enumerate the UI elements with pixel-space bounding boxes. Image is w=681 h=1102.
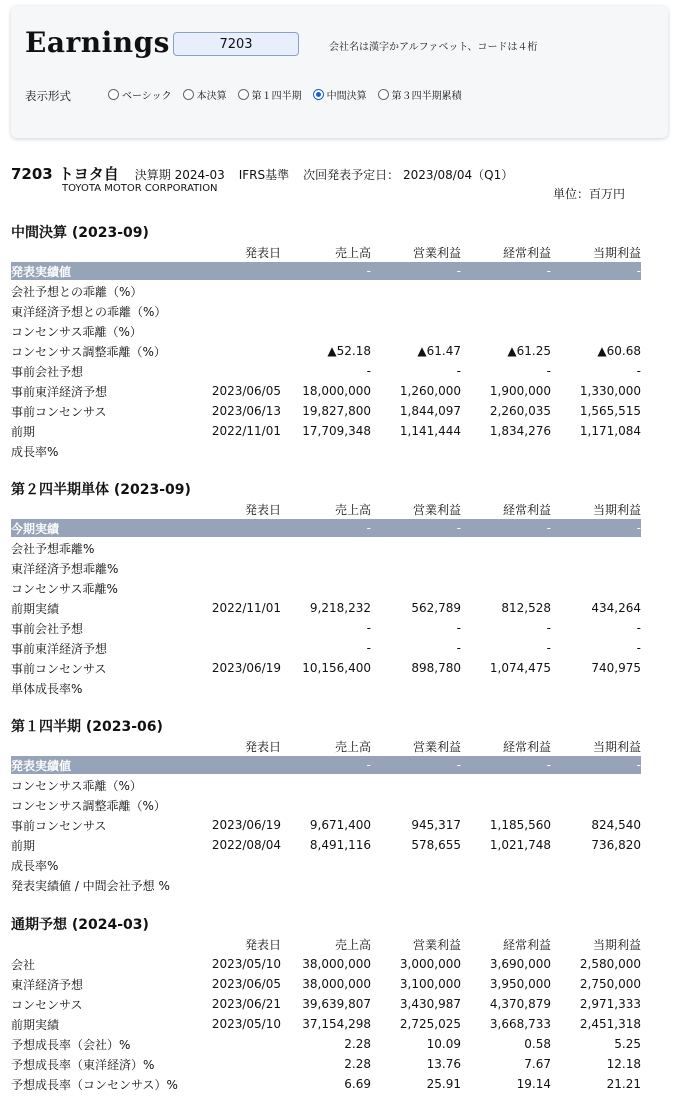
column-header: 売上高	[334, 502, 371, 517]
table-row	[11, 441, 641, 461]
radio-circle-icon[interactable]	[238, 89, 249, 100]
row-value: 6.69	[344, 1077, 371, 1091]
row-label: 発表実績値	[11, 264, 72, 279]
row-label: 事前コンセンサス	[11, 818, 107, 833]
row-label: 東洋経済予想乖離%	[11, 561, 119, 576]
column-header: 当期利益	[592, 502, 641, 517]
row-value: -	[456, 621, 461, 635]
table-row	[11, 361, 641, 381]
row-date: 2023/05/10	[211, 957, 281, 971]
display-format-label: 表示形式	[25, 89, 71, 103]
format-radio-4[interactable]	[378, 87, 462, 102]
row-value: 13.76	[426, 1057, 461, 1071]
row-label: 成長率%	[11, 444, 59, 459]
row-value: -	[546, 621, 551, 635]
row-label: 成長率%	[11, 858, 59, 873]
row-value: -	[636, 621, 641, 635]
format-radio-label: 本決算	[196, 91, 227, 102]
table-row	[11, 974, 641, 994]
row-value: -	[366, 641, 371, 655]
row-value: 1,330,000	[579, 384, 641, 398]
format-radio-label: ベーシック	[122, 91, 172, 102]
row-value: ▲61.47	[417, 344, 461, 358]
row-value: 1,171,084	[579, 424, 641, 438]
row-value: 2.28	[344, 1037, 371, 1051]
row-value: ▲61.25	[507, 344, 551, 358]
column-header: 売上高	[334, 739, 371, 754]
radio-circle-icon[interactable]	[378, 89, 389, 100]
row-value: -	[456, 521, 461, 535]
row-value: 10.09	[426, 1037, 461, 1051]
row-value: 2,580,000	[579, 957, 641, 971]
row-value: 562,789	[411, 601, 461, 615]
row-value: 945,317	[411, 818, 461, 832]
row-value: 3,100,000	[399, 977, 461, 991]
row-value: -	[366, 364, 371, 378]
row-value: 19.14	[516, 1077, 551, 1091]
row-value: 12.18	[606, 1057, 641, 1071]
row-value: 2,725,025	[399, 1017, 461, 1031]
row-value: 3,430,987	[399, 997, 461, 1011]
section-title: 通期予想 (2024-03)	[11, 917, 149, 933]
row-value: -	[636, 758, 641, 772]
row-label: 前期実績	[11, 1017, 60, 1032]
search-panel	[11, 6, 668, 138]
earnings-section	[11, 479, 641, 698]
table-row	[11, 815, 641, 835]
row-date: 2022/11/01	[211, 601, 281, 615]
section-title: 第１四半期 (2023-06)	[11, 719, 163, 735]
row-label: コンセンサス調整乖離（%）	[11, 344, 166, 359]
row-value: -	[456, 264, 461, 278]
row-value: 7.67	[524, 1057, 551, 1071]
table-row	[11, 301, 641, 321]
row-value: 1,834,276	[489, 424, 551, 438]
format-radio-1[interactable]	[183, 87, 227, 102]
row-label: 発表実績値	[11, 758, 72, 773]
company-name-en: TOYOTA MOTOR CORPORATION	[62, 183, 218, 194]
table-row	[11, 578, 641, 598]
row-label: 前期	[11, 424, 36, 439]
column-header: 営業利益	[412, 502, 461, 517]
radio-circle-icon[interactable]	[108, 89, 119, 100]
company-code: 7203	[11, 165, 53, 183]
row-value: 1,141,444	[399, 424, 461, 438]
table-row	[11, 538, 641, 558]
row-value: -	[546, 641, 551, 655]
row-value: 578,655	[411, 838, 461, 852]
row-value: 2,750,000	[579, 977, 641, 991]
format-radio-0[interactable]	[108, 87, 172, 102]
column-header: 経常利益	[502, 502, 551, 517]
row-label: 今期実績	[11, 521, 60, 536]
row-label: 事前会社予想	[11, 364, 84, 379]
table-row	[11, 954, 641, 974]
row-value: 1,260,000	[399, 384, 461, 398]
section-title: 第２四半期単体 (2023-09)	[11, 482, 191, 498]
row-value: 1,900,000	[489, 384, 551, 398]
row-value: 25.91	[426, 1077, 461, 1091]
column-header: 当期利益	[592, 937, 641, 952]
row-value: 2,971,333	[579, 997, 641, 1011]
row-value: 898,780	[411, 661, 461, 675]
row-value: -	[366, 621, 371, 635]
row-date: 2023/05/10	[211, 1017, 281, 1031]
column-header: 経常利益	[502, 245, 551, 260]
row-label: 事前コンセンサス	[11, 661, 107, 676]
table-row	[11, 1074, 641, 1094]
row-value: 740,975	[591, 661, 641, 675]
row-value: -	[366, 758, 371, 772]
format-radio-label: 中間決算	[326, 91, 367, 102]
row-value: 434,264	[591, 601, 641, 615]
row-value: 9,671,400	[309, 818, 371, 832]
column-header: 発表日	[244, 739, 281, 754]
column-header: 経常利益	[502, 937, 551, 952]
table-row	[11, 678, 641, 698]
row-value: -	[546, 758, 551, 772]
table-row	[11, 994, 641, 1014]
display-format-options	[108, 87, 473, 102]
row-label: 会社予想との乖離（%）	[11, 284, 143, 299]
radio-circle-icon[interactable]	[183, 89, 194, 100]
table-header-row	[11, 242, 641, 262]
row-label: 事前会社予想	[11, 621, 84, 636]
row-value: 2.28	[344, 1057, 371, 1071]
row-value: -	[636, 641, 641, 655]
row-value: 21.21	[606, 1077, 641, 1091]
column-header: 経常利益	[502, 739, 551, 754]
column-header: 当期利益	[592, 739, 641, 754]
table-row	[11, 598, 641, 618]
format-radio-label: 第１四半期	[251, 91, 302, 102]
row-date: 2023/06/19	[211, 818, 281, 832]
table-row	[11, 618, 641, 638]
row-label: 発表実績値 / 中間会社予想 %	[11, 878, 170, 893]
row-value: 4,370,879	[489, 997, 551, 1011]
row-value: 2,451,318	[579, 1017, 641, 1031]
table-header-row	[11, 499, 641, 519]
column-header: 営業利益	[412, 739, 461, 754]
format-radio-label: 第３四半期累積	[391, 91, 462, 102]
earnings-section	[11, 914, 641, 1094]
table-row	[11, 1014, 641, 1034]
row-value: 10,156,400	[302, 661, 371, 675]
format-radio-2[interactable]	[238, 87, 302, 102]
row-label: 東洋経済予想	[11, 977, 84, 992]
table-row	[11, 321, 641, 341]
row-label: 事前東洋経済予想	[11, 384, 108, 399]
row-date: 2022/11/01	[211, 424, 281, 438]
table-row	[11, 1034, 641, 1054]
table-row	[11, 341, 641, 361]
row-label: コンセンサス乖離%	[11, 581, 118, 596]
earnings-section	[11, 716, 641, 895]
row-value: 736,820	[591, 838, 641, 852]
section-title: 中間決算 (2023-09)	[11, 225, 149, 241]
company-code-input[interactable]	[173, 32, 299, 56]
table-row	[11, 638, 641, 658]
row-label: コンセンサス乖離（%）	[11, 324, 142, 339]
row-label: 東洋経済予想との乖離（%）	[11, 304, 167, 319]
row-value: ▲52.18	[327, 344, 371, 358]
code-hint: 会社名は漢字かアルファベット、コードは４桁	[329, 42, 538, 53]
table-row	[11, 658, 641, 678]
row-label: 予想成長率（東洋経済）%	[11, 1057, 155, 1072]
row-value: -	[456, 364, 461, 378]
table-row	[11, 875, 641, 895]
row-value: 0.58	[524, 1037, 551, 1051]
row-value: 3,690,000	[489, 957, 551, 971]
column-header: 発表日	[244, 502, 281, 517]
row-value: 18,000,000	[302, 384, 371, 398]
row-value: 812,528	[501, 601, 551, 615]
row-value: -	[366, 264, 371, 278]
row-value: 38,000,000	[302, 957, 371, 971]
row-value: -	[636, 521, 641, 535]
row-value: -	[636, 264, 641, 278]
row-label: 事前コンセンサス	[11, 404, 107, 419]
row-value: 1,185,560	[489, 818, 551, 832]
column-header: 売上高	[334, 245, 371, 260]
row-value: 5.25	[614, 1037, 641, 1051]
table-header-row	[11, 736, 641, 756]
table-row	[11, 281, 641, 301]
row-value: 1,074,475	[489, 661, 551, 675]
row-value: 39,639,807	[302, 997, 371, 1011]
table-row	[11, 381, 641, 401]
row-value: 1,565,515	[579, 404, 641, 418]
row-date: 2023/06/05	[211, 977, 281, 991]
row-label: 前期	[11, 838, 36, 853]
table-row	[11, 795, 641, 815]
row-value: 3,950,000	[489, 977, 551, 991]
row-label: 予想成長率（コンセンサス）%	[11, 1077, 178, 1092]
row-value: 3,000,000	[399, 957, 461, 971]
column-header: 当期利益	[592, 245, 641, 260]
row-value: 3,668,733	[489, 1017, 551, 1031]
row-date: 2023/06/21	[211, 997, 281, 1011]
row-label: 予想成長率（会社）%	[11, 1037, 131, 1052]
table-row	[11, 1054, 641, 1074]
row-value: 824,540	[591, 818, 641, 832]
column-header: 発表日	[244, 937, 281, 952]
table-row	[11, 262, 641, 280]
row-label: コンセンサス乖離（%）	[11, 778, 142, 793]
radio-circle-icon[interactable]	[313, 89, 324, 100]
row-label: 会社	[11, 957, 36, 972]
row-value: 8,491,116	[309, 838, 371, 852]
row-value: 9,218,232	[309, 601, 371, 615]
row-label: 前期実績	[11, 601, 60, 616]
row-date: 2023/06/19	[211, 661, 281, 675]
column-header: 売上高	[334, 937, 371, 952]
format-radio-3[interactable]	[313, 87, 367, 102]
table-row	[11, 401, 641, 421]
table-row	[11, 756, 641, 774]
row-value: 19,827,800	[302, 404, 371, 418]
table-row	[11, 558, 641, 578]
row-label: コンセンサス調整乖離（%）	[11, 798, 166, 813]
unit-label: 単位：百万円	[553, 187, 626, 201]
row-value: 1,021,748	[489, 838, 551, 852]
row-value: -	[456, 641, 461, 655]
table-row	[11, 775, 641, 795]
table-row	[11, 421, 641, 441]
row-value: 37,154,298	[302, 1017, 371, 1031]
row-value: -	[546, 264, 551, 278]
fiscal-period: 決算期 2024-03	[134, 168, 225, 182]
row-value: -	[546, 364, 551, 378]
row-date: 2023/06/13	[211, 404, 281, 418]
row-value: 2,260,035	[489, 404, 551, 418]
table-header-row	[11, 934, 641, 954]
row-value: -	[636, 364, 641, 378]
row-value: ▲60.68	[597, 344, 641, 358]
row-value: 38,000,000	[302, 977, 371, 991]
table-row	[11, 855, 641, 875]
app-logo: Earnings	[25, 26, 170, 59]
row-label: コンセンサス	[11, 997, 83, 1012]
row-value: 1,844,097	[399, 404, 461, 418]
column-header: 営業利益	[412, 245, 461, 260]
row-date: 2023/06/05	[211, 384, 281, 398]
row-value: -	[366, 521, 371, 535]
next-announcement: 次回発表予定日： 2023/08/04（Q1）	[303, 168, 514, 182]
column-header: 発表日	[244, 245, 281, 260]
company-name: トヨタ自	[58, 165, 119, 183]
row-label: 事前東洋経済予想	[11, 641, 108, 656]
table-row	[11, 835, 641, 855]
row-value: 17,709,348	[302, 424, 371, 438]
table-row	[11, 519, 641, 537]
row-date: 2022/08/04	[211, 838, 281, 852]
row-label: 会社予想乖離%	[11, 541, 95, 556]
row-label: 単体成長率%	[11, 681, 83, 696]
company-info	[11, 163, 527, 184]
row-value: -	[456, 758, 461, 772]
earnings-section	[11, 222, 641, 461]
accounting-standard: IFRS基準	[238, 168, 290, 182]
column-header: 営業利益	[412, 937, 461, 952]
row-value: -	[546, 521, 551, 535]
